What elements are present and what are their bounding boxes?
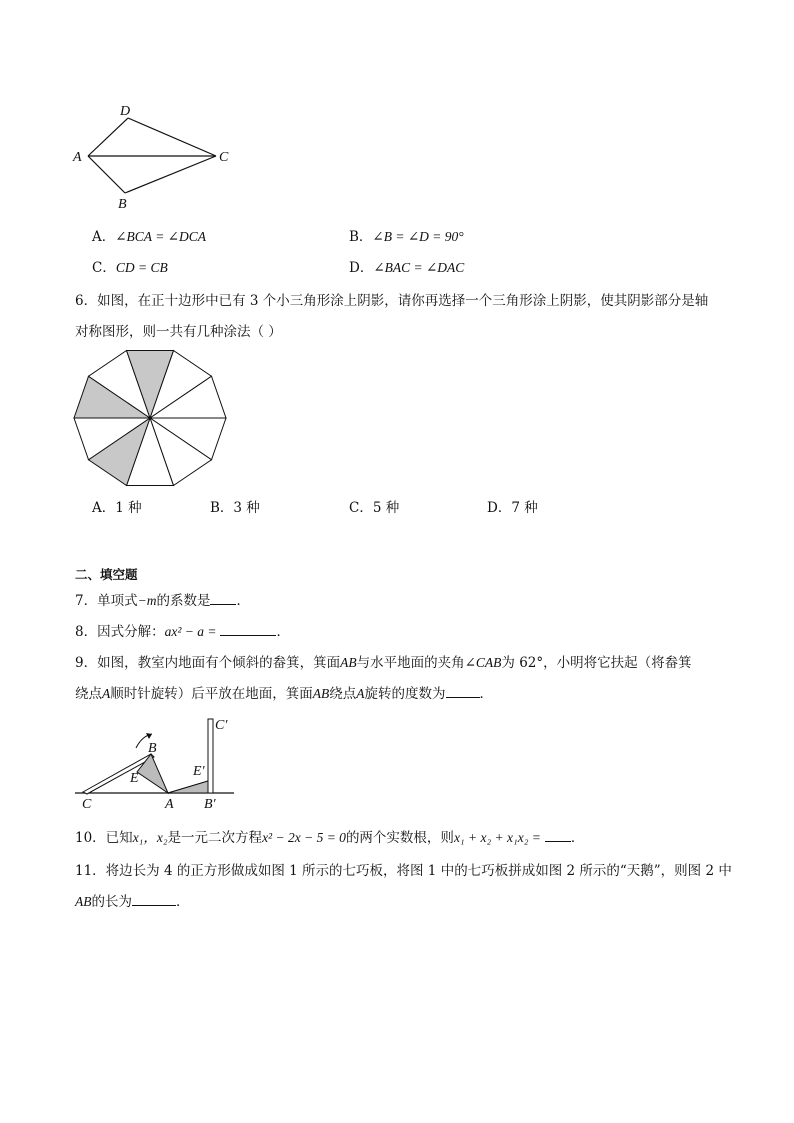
q5-label-a: A	[73, 150, 82, 165]
q10	[75, 829, 584, 847]
q6-option-a-key: A．	[92, 500, 116, 516]
q5-label-d: D	[120, 104, 131, 119]
q9-line1-a: 9．如图，教室内地面有个倾斜的畚箕，箕面	[75, 655, 341, 671]
q6-option-b	[210, 499, 260, 517]
q5-option-b-key: B．	[349, 229, 373, 245]
q9-label-c: C	[82, 797, 92, 812]
q10-mid: 是一元二次方程	[167, 830, 263, 846]
q10-mid2: 的两个实数根，则	[345, 830, 454, 846]
q9-line2-point-a2: A	[356, 686, 365, 701]
q9-line1-c: 为 62°，小明将它扶起（将畚箕	[501, 655, 692, 671]
q9-label-b: B	[148, 741, 157, 756]
q6-option-a	[92, 499, 142, 517]
q9-line2-a: 绕点	[75, 686, 102, 702]
q9-end: ．	[479, 686, 493, 702]
q11-line2-text: 的长为	[91, 894, 132, 910]
q9-dustpan-figure	[70, 712, 240, 812]
q9-line2-point-a: A	[102, 686, 111, 701]
q9-label-b-prime: B′	[204, 797, 216, 812]
q6-option-b-text: 3 种	[233, 500, 260, 516]
q9-label-e: E	[130, 771, 139, 786]
upright-shaded-triangle	[168, 781, 208, 793]
q5-option-b-text: ∠B = ∠D = 90°	[372, 229, 464, 244]
decagon-group	[74, 350, 226, 485]
q9-line2-c: 绕点	[329, 686, 357, 702]
q5-option-d-text: ∠BAC = ∠DAC	[373, 260, 465, 275]
q5-label-b: B	[118, 197, 127, 212]
q10-answer-blank[interactable]	[545, 829, 571, 842]
q8-answer-blank[interactable]	[220, 623, 276, 636]
q5-option-d	[349, 259, 464, 277]
q11-line-1: 11．将边长为 4 的正方形做成如图 1 所示的七巧板，将图 1 中的七巧板拼成如图 2 所示的“天鹅”，则图 2 中	[75, 863, 732, 879]
q6-option-c	[349, 499, 399, 517]
q5-option-a	[92, 228, 206, 246]
q7-prefix: 7．单项式	[75, 593, 138, 609]
q10-expr: x₁ + x₂ + x₁x₂ =	[453, 830, 541, 845]
q5-option-c-key: C．	[92, 260, 116, 276]
q9-line-1	[75, 654, 692, 672]
q11-answer-blank[interactable]	[132, 893, 176, 906]
q11-line-2	[75, 893, 190, 911]
q9-label-e-prime: E′	[193, 764, 205, 779]
q9-line2-ab: AB	[312, 686, 330, 701]
q6-line-1: 6．如图，在正十边形中已有 3 个小三角形涂上阴影，请你再选择一个三角形涂上阴影，使其阴影部分是轴	[75, 293, 709, 309]
q9-answer-blank[interactable]	[446, 685, 480, 698]
q9-line1-b: 与水平地面的夹角	[356, 655, 465, 671]
q10-vars: x₁，x₂	[132, 830, 168, 845]
q7-end: ．	[236, 593, 250, 609]
q10-prefix: 10．已知	[75, 830, 133, 846]
q6-option-d-key: D．	[487, 500, 512, 516]
q9-line1-angle: ∠CAB	[464, 655, 502, 670]
q6-option-b-key: B．	[210, 500, 234, 516]
q5-label-c: C	[219, 150, 229, 165]
q8	[75, 623, 290, 641]
q5-option-c	[92, 259, 168, 277]
q7-suffix: 的系数是	[156, 593, 211, 609]
q7	[75, 592, 250, 610]
q10-equation: x² − 2x − 5 = 0	[262, 830, 346, 845]
q8-end: ．	[276, 624, 290, 640]
q9-line2-d: 旋转的度数为	[364, 686, 446, 702]
q9-line-2	[75, 685, 493, 703]
q11-end: ．	[176, 894, 190, 910]
q6-option-c-key: C．	[349, 500, 373, 516]
q6-option-c-text: 5 种	[372, 500, 400, 516]
q9-label-c-prime: C′	[215, 718, 228, 733]
q9-label-a: A	[165, 797, 174, 812]
q5-option-d-key: D．	[349, 260, 374, 276]
q8-expr: ax² − a =	[164, 624, 217, 639]
upright-plank	[208, 719, 213, 793]
q7-expr: −m	[137, 593, 157, 608]
q6-option-d	[487, 499, 538, 517]
q8-prefix: 8．因式分解：	[75, 624, 165, 640]
q6-option-d-text: 7 种	[511, 500, 538, 516]
section-heading: 二、填空题	[75, 567, 138, 582]
q7-answer-blank[interactable]	[210, 592, 236, 605]
q5-option-a-key: A．	[92, 229, 116, 245]
q5-option-a-text: ∠BCA = ∠DCA	[115, 229, 206, 244]
q9-line2-b: 顺时针旋转）后平放在地面，箕面	[110, 686, 313, 702]
q5-option-c-text: CD = CB	[115, 260, 168, 275]
q11-ab: AB	[75, 894, 92, 909]
q9-line1-ab: AB	[340, 655, 357, 670]
q6-option-a-text: 1 种	[115, 500, 142, 516]
q6-decagon-figure	[72, 345, 228, 491]
q10-end: ．	[570, 830, 585, 846]
q5-kite-figure	[68, 100, 238, 215]
q5-option-b	[349, 228, 464, 246]
q6-line-2: 对称图形，则一共有几种涂法（ ）	[75, 324, 282, 340]
